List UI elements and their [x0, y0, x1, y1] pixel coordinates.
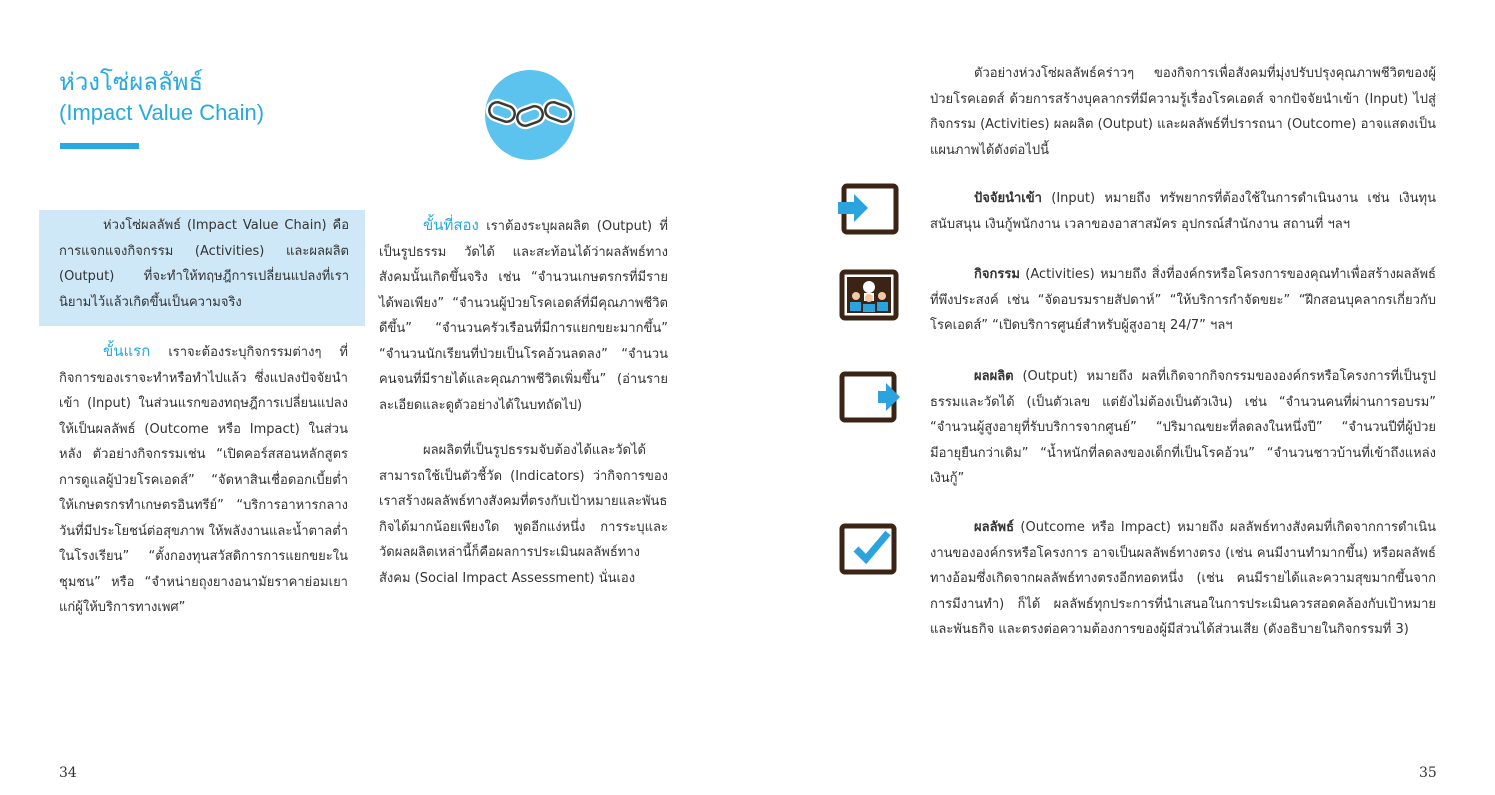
step-one-paragraph: ขั้นแรก เราจะต้องระบุกิจกรรมต่างๆ ที่กิจการของเราจะทำหรือทำไปแล้ว ซึ่งแปลงปัจจัยนำเข้า (Input) ในส่วนแรกของทฤษฎีการเปลี่ยนแปลงให้เป็นผลลัพธ์ (Outcome หรือ Impact) ในส่วนหลัง ตัวอย่างกิจกรรมเช่น “เปิดคอร์สสอนหลักสูตรการดูแลผู้ป่วยโรคเอดส์” “จัดหาสินเชื่อดอกเบี้ยต่ำให้เกษตรกรทำเกษตรอินทรีย์” “บริการอาหารกลางวันที่มีประโยชน์ต่อสุขภาพ ให้พลังงานและน้ำตาลต่ำในโรงเรียน” “ตั้งกองทุนสวัสดิการการแยกขยะในชุมชน” หรือ “จำหน่ายถุงยางอนามัยราคาย่อมเยาแก่ผู้ให้บริการทางเพศ”: [59, 342, 348, 615]
input-definition: ปัจจัยนำเข้า (Input) หมายถึง ทรัพยากรที่ต้องใช้ในการดำเนินงาน เช่น เงินทุนสนับสนุน เงินกู้พนักงาน เวลาของอาสาสมัคร อุปกรณ์สำนักงาน สถานที่ ฯลฯ: [930, 191, 1436, 232]
step-one-label: ขั้นแรก: [103, 342, 151, 360]
activities-definition: กิจกรรม (Activities) หมายถึง สิ่งที่องค์กรหรือโครงการของคุณทำเพื่อสร้างผลลัพธ์ที่พึงประสงค์ เช่น “จัดอบรมรายสัปดาห์” “ให้บริการกำจัดขยะ” “ฝึกสอนบุคลากรเกี่ยวกับโรคเอดส์” “เปิดบริการศูนย์สำหรับผู้สูงอายุ 24/7” ฯลฯ: [930, 267, 1436, 333]
definition-text: ห่วงโซ่ผลลัพธ์ (Impact Value Chain) คือการแจกแจงกิจกรรม (Activities) และผลผลิต (Output) ที่จะทำให้ทฤษฎีการเปลี่ยนแปลงที่เรานิยามไว้แล้วเกิดขึ้นเป็นความจริง: [59, 218, 349, 310]
training-activity-icon: [838, 269, 900, 323]
output-arrow-icon: [838, 371, 900, 425]
page-number-left: 34: [59, 765, 77, 781]
section-title-thai: ห่วงโซ่ผลลัพธ์: [59, 68, 204, 96]
chain-link-icon: [485, 70, 575, 160]
step-two-label: ขั้นที่สอง: [423, 216, 479, 234]
input-arrow-icon: [838, 183, 900, 237]
section-title-english: (Impact Value Chain): [59, 100, 265, 125]
chain-intro-paragraph: ตัวอย่างห่วงโซ่ผลลัพธ์คร่าวๆ ของกิจการเพื่อสังคมที่มุ่งปรับปรุงคุณภาพชีวิตของผู้ป่วยโรคเอดส์ ด้วยการสร้างบุคลากรที่มีความรู้เรื่องโรคเอดส์ จากปัจจัยนำเข้า (Input) ไปสู่กิจกรรม (Activities) ผลผลิต (Output) และผลลัพธ์ที่ปรารถนา (Outcome) อาจแสดงเป็นแผนภาพได้ดังต่อไปนี้: [930, 66, 1436, 158]
step-two-paragraph: ขั้นที่สอง เราต้องระบุผลผลิต (Output) ที่เป็นรูปธรรม วัดได้ และสะท้อนได้ว่าผลลัพธ์ทางสังคมนั้นเกิดขึ้นจริง เช่น “จำนวนเกษตรกรที่มีรายได้พอเพียง” “จำนวนผู้ป่วยโรคเอดส์ที่มีคุณภาพชีวิตดีขึ้น” “จำนวนครัวเรือนที่มีการแยกขยะมากขึ้น” “จำนวนนักเรียนที่ป่วยเป็นโรคอ้วนลดลง” “จำนวนคนจนที่มีรายได้และคุณภาพชีวิตเพิ่มขึ้น” (อ่านรายละเอียดและดูตัวอย่างได้ในบทถัดไป): [379, 216, 668, 413]
title-underline: [60, 143, 139, 149]
page-number-right: 35: [1419, 765, 1437, 781]
checkmark-icon: [838, 523, 900, 577]
output-indicator-paragraph: ผลผลิตที่เป็นรูปธรรมจับต้องได้และวัดได้สามารถใช้เป็นตัวชี้วัด (Indicators) ว่ากิจการของเราสร้างผลลัพธ์ทางสังคมที่ตรงกับเป้าหมายและพันธกิจได้มากน้อยเพียงใด พูดอีกแง่หนึ่ง การระบุและวัดผลผลิตเหล่านี้ก็คือผลการประเมินผลลัพธ์ทางสังคม (Social Impact Assessment) นั่นเอง: [379, 443, 668, 586]
output-definition: ผลผลิต (Output) หมายถึง ผลที่เกิดจากกิจกรรมขององค์กรหรือโครงการที่เป็นรูปธรรมและวัดได้ (เป็นตัวเลข แต่ยังไม่ต้องเป็นตัวเงิน) เช่น “จำนวนคนที่ผ่านการอบรม” “จำนวนผู้สูงอายุที่รับบริการจากศูนย์” “ปริมาณขยะที่ลดลงในหนึ่งปี” “จำนวนปีที่ผู้ป่วยมีอายุยืนกว่าเดิม” “น้ำหนักที่ลดลงของเด็กที่เป็นโรคอ้วน” “จำนวนชาวบ้านที่เข้าถึงแหล่งเงินกู้”: [930, 369, 1436, 486]
outcome-definition: ผลลัพธ์ (Outcome หรือ Impact) หมายถึง ผลลัพธ์ทางสังคมที่เกิดจากการดำเนินงานขององค์กรหรือโครงการ อาจเป็นผลลัพธ์ทางตรง (เช่น คนมีงานทำมากขึ้น) หรือผลลัพธ์ทางอ้อมซึ่งเกิดจากผลลัพธ์ทางตรงอีกทอดหนึ่ง (เช่น คนมีรายได้และความสุขมากขึ้นจากการมีงานทำ) ก็ได้ ผลลัพธ์ทุกประการที่นำเสนอในการประเมินควรสอดคล้องกับเป้าหมายและพันธกิจ และตรงต่อความต้องการของผู้มีส่วนได้ส่วนเสีย (ดังอธิบายในกิจกรรมที่ 3): [930, 520, 1436, 637]
